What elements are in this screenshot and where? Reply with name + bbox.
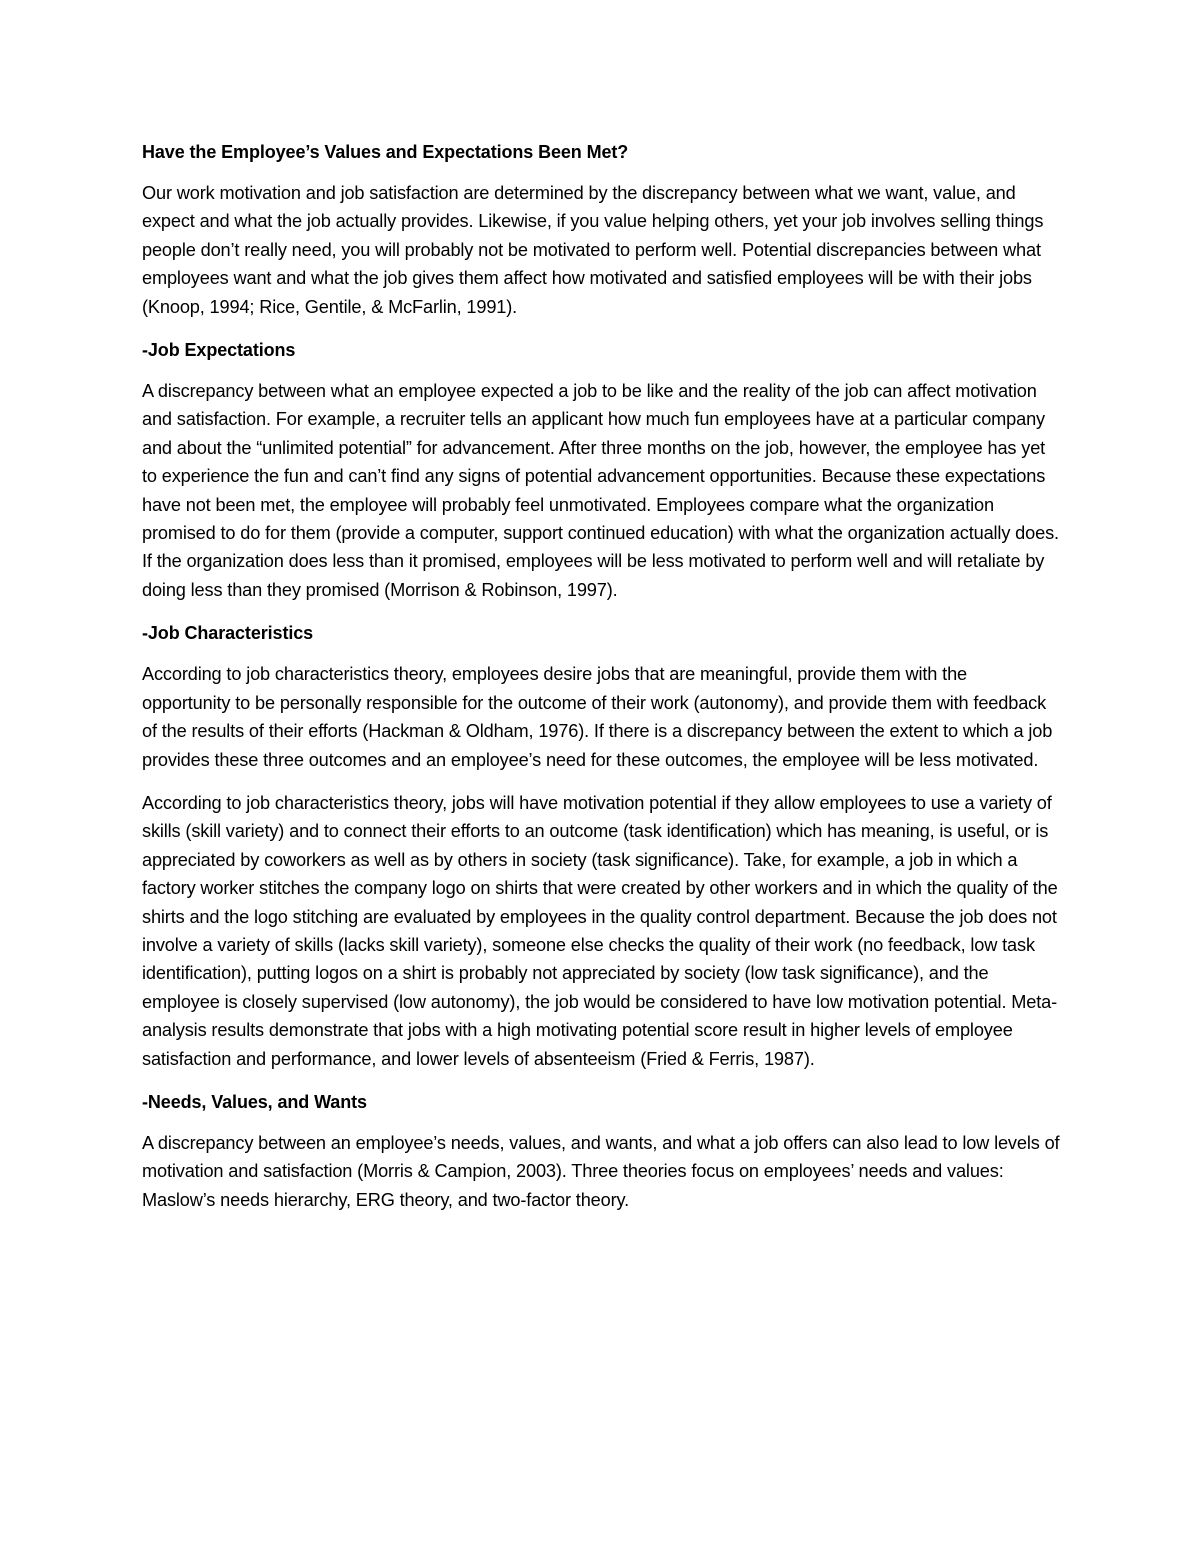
section-job-characteristics — [142, 619, 1060, 1073]
intro-paragraph: Our work motivation and job satisfaction are determined by the discrepancy between what we want, value, and expect and what the job actually provides. Likewise, if you value helping others, yet your job involves selling things people don’t really need, you will probably not be motivated to perform well. Potential discrepancies between what employees want and what the job gives them affect how motivated and satisfied employees will be with their jobs (Knoop, 1994; Rice, Gentile, & McFarlin, 1991). — [142, 183, 1044, 317]
document-title: Have the Employee’s Values and Expectations Been Met? — [142, 142, 629, 162]
section-paragraph: A discrepancy between what an employee expected a job to be like and the reality of the job can affect motivation and satisfaction. For example, a recruiter tells an applicant how much fun employees have at a particular company and about the “unlimited potential” for advancement. After three months on the job, however, the employee has yet to experience the fun and can’t find any signs of potential advancement opportunities. Because these expectations have not been met, the employee will probably feel unmotivated. Employees compare what the organization promised to do for them (provide a computer, support continued education) with what the organization actually does. If the organization does less than it promised, employees will be less motivated to perform well and will retaliate by doing less than they promised (Morrison & Robinson, 1997). — [142, 381, 1059, 600]
section-heading: -Job Characteristics — [142, 623, 314, 644]
section-paragraph: According to job characteristics theory, jobs will have motivation potential if they allow employees to use a variety of skills (skill variety) and to connect their efforts to an outcome (task identification) which has meaning, is useful, or is appreciated by coworkers as well as by others in society (task significance). Take, for example, a job in which a factory worker stitches the company logo on shirts that were created by other workers and in which the quality of the shirts and the logo stitching are evaluated by employees in the quality control department. Because the job does not involve a variety of skills (lacks skill variety), someone else checks the quality of their work (no feedback, low task identification), putting logos on a shirt is probably not appreciated by society (low task significance), and the employee is closely supervised (low autonomy), the job would be considered to have low motivation potential. Meta-analysis results demonstrate that jobs with a high motivating potential score result in higher levels of employee satisfaction and performance, and lower levels of absenteeism (Fried & Ferris, 1987). — [142, 792, 1058, 1069]
section-heading: -Job Expectations — [142, 340, 296, 361]
section-needs-values-wants — [142, 1088, 1060, 1214]
section-paragraph: A discrepancy between an employee’s needs, values, and wants, and what a job offers can also lead to low levels of motivation and satisfaction (Morris & Campion, 2003). Three theories focus on employees’ needs and values: Maslow’s needs hierarchy, ERG theory, and two-factor theory. — [142, 1132, 1060, 1210]
section-paragraph: According to job characteristics theory, employees desire jobs that are meaningful, provide them with the opportunity to be personally responsible for the outcome of their work (autonomy), and provide them with feedback of the results of their efforts (Hackman & Oldham, 1976). If there is a discrepancy between the extent to which a job provides these three outcomes and an employee’s need for these outcomes, the employee will be less motivated. — [142, 664, 1053, 770]
document-page — [142, 138, 1060, 1229]
section-job-expectations — [142, 336, 1060, 604]
section-heading: -Needs, Values, and Wants — [142, 1091, 367, 1112]
